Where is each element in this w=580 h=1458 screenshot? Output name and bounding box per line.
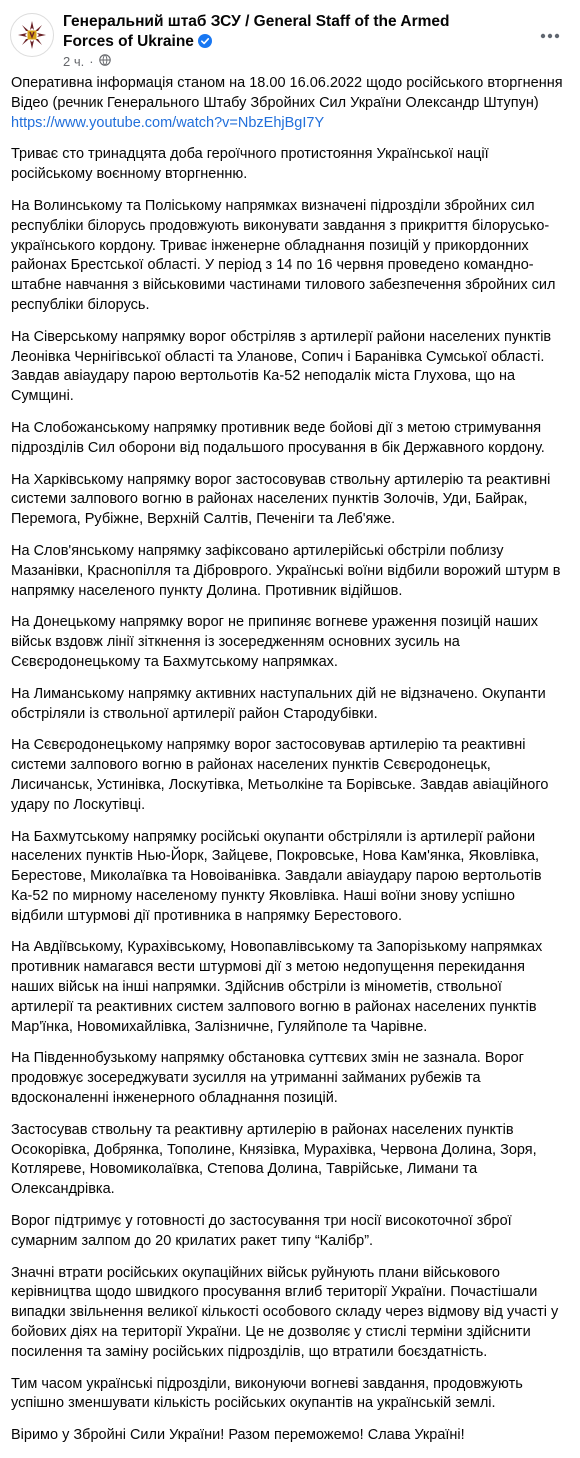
post-paragraph: Ворог підтримує у готовності до застосування три носії високоточної зброї сумарним залпом до 20 крилатих ракет типу “Калібр”. [11, 1213, 512, 1249]
post-intro [11, 74, 563, 133]
post-paragraph: На Лиманському напрямку активних наступальних дій не відзначено. Окупанти обстріляли із ствольної артилерії район Стародубівки. [11, 685, 546, 722]
post-paragraph: На Бахмутському напрямку російські окупанти обстріляли із артилерії райони населених пунктів Нью-Йорк, Зайцеве, Покровське, Нова Кам'янка, Яковлівка, Берестове, Миколаївка та Новоіванівка. Завдали авіаудару парою вертольотів Ка-52 по мирному населеному пункту Яковлівка. Наші воїни знову успішно відбили штурмові дії противника в напрямку Берестового. [11, 828, 542, 924]
post-paragraph: Віримо у Збройні Сили України! Разом переможемо! Слава Україні! [11, 1427, 465, 1444]
youtube-link[interactable]: https://www.youtube.com/watch?v=NbzEhjBgI7Y [11, 114, 325, 131]
post-paragraph: На Волинському та Поліському напрямках визначені підрозділи збройних сил республіки білорусь продовжують виконувати завдання з прикриття білорусько-українського кордону. Триває інженерне обладнання позицій у прикордонних районах Брестської області. У період з 14 по 16 червня проведено командно-штабне навчання з військовими частинами тилового забезпечення збройних сил республіки білорусь. [11, 197, 556, 313]
post-timestamp[interactable]: 2 ч. [63, 54, 85, 69]
post-meta [63, 54, 111, 70]
post-header [8, 8, 572, 70]
post-paragraph: На Авдіївському, Курахівському, Новопавлівському та Запорізькому напрямках противник намагався вести штурмові дії з метою недопущення перекидання наших військ на інші напрямки. Здійснив обстріли із мінометів, ствольної артилерії та реактивних систем залпового вогню в районах населених пунктів Мар'їнка, Новомихайлівка, Залізничне, Гуляйполе та Чарівне. [11, 939, 543, 1035]
meta-separator: · [89, 54, 94, 69]
author-block [63, 12, 503, 53]
post-paragraph: На Донецькому напрямку ворог не припиняє вогневе ураження позицій наших військ вздовж лінії зіткнення із зосередженням основних зусиль на Сєвєродонецькому та Бахмутському напрямках. [11, 614, 539, 670]
page-avatar[interactable] [10, 13, 54, 57]
post-paragraph: Застосував ствольну та реактивну артилерію в районах населених пунктів Осокорівка, Добрянка, Тополине, Князівка, Мурахівка, Червона Долина, Зоря, Котляреве, Новомиколаївка, Степова Долина, Таврійське, Лимани та Олександрівка. [11, 1121, 537, 1198]
post-paragraph: Тим часом українські підрозділи, виконуючи вогневі завдання, продовжують успішно зменшувати кількість російських окупантів на українській землі. [11, 1375, 523, 1412]
post-body [11, 74, 563, 1458]
verified-badge-icon [198, 34, 212, 53]
post-paragraph: Триває сто тринадцята доба героїчного протистояння Української нації російському воєнному вторгненню. [11, 146, 489, 183]
intro-video-credit: Відео (речник Генерального Штабу Збройних Сил України Олександр Штупун) [11, 94, 539, 111]
post-paragraph: На Сіверському напрямку ворог обстріляв з артилерії райони населених пунктів Леонівка Чернігівської області та Уланове, Сопич і Баранівка Сумської області. Завдав авіаудару парою вертольотів Ка-52 неподалік міста Глухова, що на Сумщині. [11, 328, 552, 405]
post-paragraph: На Слов'янському напрямку зафіксовано артилерійські обстріли поблизу Мазанівки, Краснопілля та Діброврого. Українські воїни відбили ворожий штурм в напрямку населеного пункту Долина. Противник відійшов. [11, 542, 561, 599]
emblem-icon [15, 18, 49, 52]
page-name[interactable]: Генеральний штаб ЗСУ / General Staff of the Armed Forces of Ukraine [63, 13, 450, 50]
post-paragraph: На Харківському напрямку ворог застосовував ствольну артилерію та реактивні системи залпового вогню в районах населених пунктів Золочів, Уди, Байрак, Перемога, Рубіжне, Верхній Салтів, Печеніги та Леб'яже. [11, 471, 551, 528]
post-paragraph: На Слобожанському напрямку противник веде бойові дії з метою стримування підрозділів Сил оборони від подальшого просування в бік Державного кордону. [11, 419, 545, 456]
post-paragraph: На Сєвєродонецькому напрямку ворог застосовував артилерію та реактивні системи залпового вогню в районах населених пунктів Сєвєродонецьк, Лисичанськ, Устинівка, Лоскутівка, Метьолкіне та Борівське. Завдав авіаційного удару по Лоскутівці. [11, 737, 549, 813]
more-options-icon [540, 33, 560, 39]
post-paragraph: На Південнобузькому напрямку обстановка суттєвих змін не зазнала. Ворог продовжує зосереджувати зусилля на утриманні займаних рубежів та вдосконаленні інженерного обладнання позицій. [11, 1050, 524, 1107]
intro-title: Оперативна інформація станом на 18.00 16.06.2022 щодо російського вторгнення [11, 75, 563, 91]
globe-icon[interactable] [99, 54, 111, 70]
post-paragraph: Значні втрати російських окупаційних військ руйнують плани військового керівництва щодо швидкого просування вглиб території України. Почастішали випадки звільнення великої кількості особового складу через відмову від участі у бойових діях на території України. Це не дозволяє у стислі терміни здійснити посилення та заміну російських підрозділів, що втратили боєздатність. [11, 1264, 559, 1360]
more-options-button[interactable] [532, 18, 568, 54]
